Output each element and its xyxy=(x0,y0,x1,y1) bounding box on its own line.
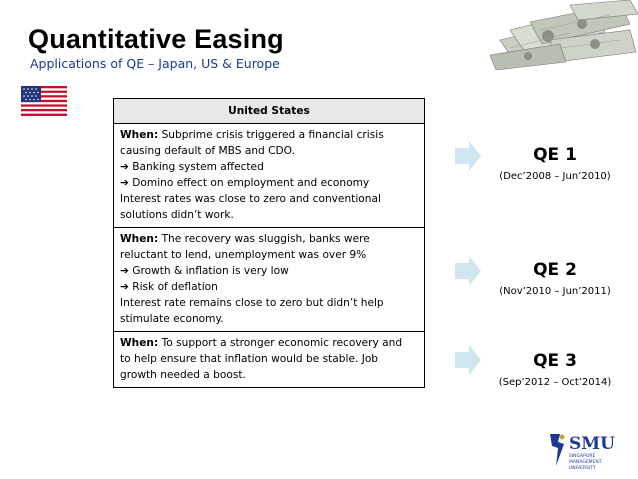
table-row: When: Subprime crisis triggered a financial crisis causing default of MBS and CDO. ➔ Banking system affected ➔ Domino effect on employment and economy Interest rates was close to zero and conventional solutions didn’t work. xyxy=(120,129,384,221)
arrow-icon: ➔ xyxy=(120,161,133,173)
table-row: When: To support a stronger economic recovery and to help ensure that inflation would be stable. Job growth needed a boost. xyxy=(114,331,424,387)
arrow-icon: ➔ xyxy=(120,281,133,293)
page-subtitle: Applications of QE – Japan, US & Europe xyxy=(30,56,280,71)
qe1-block xyxy=(480,145,630,182)
qe3-block xyxy=(480,351,630,388)
logo-name: SMU xyxy=(569,434,615,454)
when-label: When: xyxy=(120,129,159,141)
chevron-arrow-icon xyxy=(455,141,481,171)
qe-name: QE 2 xyxy=(533,260,577,280)
us-flag-icon xyxy=(21,86,67,116)
when-label: When: xyxy=(120,233,159,245)
money-stack-icon xyxy=(470,0,638,70)
table-heading: United States xyxy=(114,99,424,124)
qe-period: (Sep’2012 – Oct’2014) xyxy=(498,377,612,388)
when-label: When: xyxy=(120,337,159,349)
chevron-arrow-icon xyxy=(455,345,481,375)
qe-name: QE 1 xyxy=(533,145,577,165)
qe-period: (Nov’2010 – Jun’2011) xyxy=(499,286,611,297)
us-qe-table xyxy=(113,98,425,388)
arrow-icon: ➔ xyxy=(120,265,133,277)
smu-crest-icon xyxy=(548,432,568,468)
qe-name: QE 3 xyxy=(533,351,577,371)
chevron-arrow-icon xyxy=(455,256,481,286)
page-title: Quantitative Easing xyxy=(28,24,284,54)
qe2-block xyxy=(480,260,630,297)
qe-period: (Dec’2008 – Jun’2010) xyxy=(499,171,611,182)
smu-logo xyxy=(548,432,628,472)
table-row: When: The recovery was sluggish, banks were reluctant to lend, unemployment was over 9% ➔ Growth & inflation is very low ➔ Risk of deflation Interest rate remains close to zero but didn’t help stimulate economy. xyxy=(114,227,424,331)
arrow-icon: ➔ xyxy=(120,177,133,189)
logo-tagline: SINGAPORE MANAGEMENT UNIVERSITY xyxy=(569,454,602,471)
